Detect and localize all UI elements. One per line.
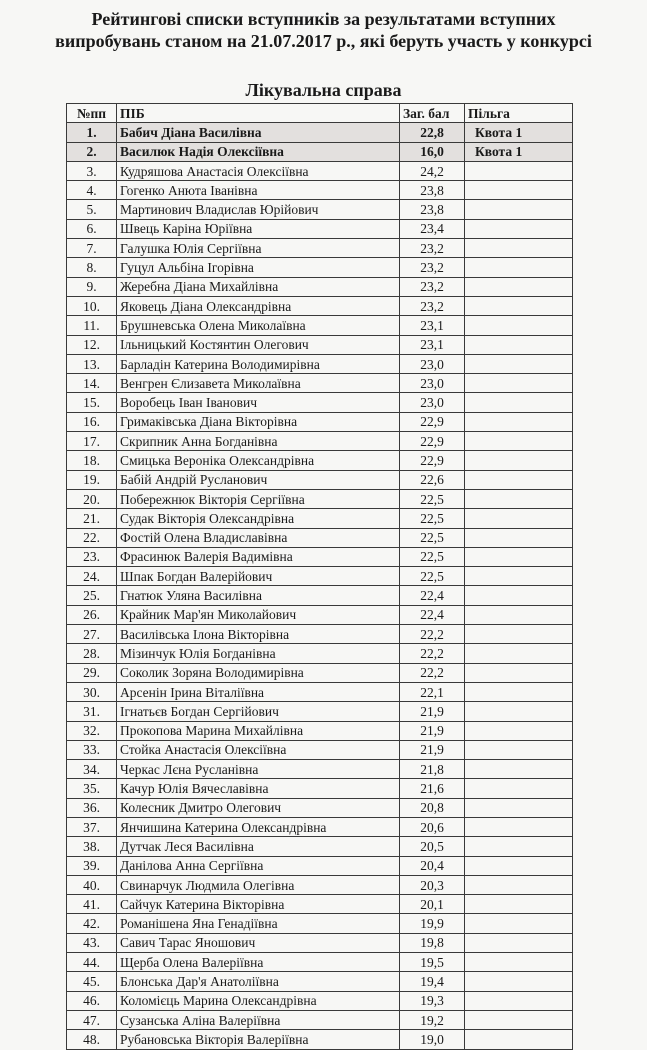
table-row: [67, 779, 573, 798]
total-score: 20,3: [400, 875, 465, 894]
row-number: 7.: [67, 239, 117, 258]
benefit-cell: [465, 1030, 573, 1049]
row-number: 34.: [67, 760, 117, 779]
row-number: 38.: [67, 837, 117, 856]
benefit-cell: [465, 895, 573, 914]
student-name: Скрипник Анна Богданівна: [117, 432, 400, 451]
benefit-cell: [465, 856, 573, 875]
benefit-cell: [465, 721, 573, 740]
table-row: [67, 142, 573, 161]
total-score: 23,0: [400, 374, 465, 393]
total-score: 23,2: [400, 239, 465, 258]
benefit-cell: [465, 914, 573, 933]
table-row: [67, 1010, 573, 1029]
total-score: 22,2: [400, 663, 465, 682]
table-row: [67, 875, 573, 894]
benefit-cell: [465, 296, 573, 315]
benefit-cell: [465, 1010, 573, 1029]
total-score: 22,5: [400, 528, 465, 547]
total-score: 23,4: [400, 219, 465, 238]
total-score: 24,2: [400, 161, 465, 180]
total-score: 22,9: [400, 412, 465, 431]
total-score: 23,0: [400, 354, 465, 373]
total-score: 20,1: [400, 895, 465, 914]
benefit-cell: [465, 393, 573, 412]
row-number: 8.: [67, 258, 117, 277]
benefit-cell: [465, 605, 573, 624]
benefit-cell: [465, 451, 573, 470]
student-name: Яковець Діана Олександрівна: [117, 296, 400, 315]
row-number: 22.: [67, 528, 117, 547]
table-row: [67, 760, 573, 779]
table-row: [67, 470, 573, 489]
student-name: Швець Каріна Юріївна: [117, 219, 400, 238]
total-score: 23,2: [400, 296, 465, 315]
row-number: 35.: [67, 779, 117, 798]
total-score: 21,8: [400, 760, 465, 779]
table-row: [67, 798, 573, 817]
benefit-cell: [465, 181, 573, 200]
benefit-cell: [465, 335, 573, 354]
total-score: 22,5: [400, 489, 465, 508]
benefit-cell: [465, 817, 573, 836]
row-number: 43.: [67, 933, 117, 952]
row-number: 24.: [67, 567, 117, 586]
table-row: [67, 374, 573, 393]
row-number: 12.: [67, 335, 117, 354]
row-number: 45.: [67, 972, 117, 991]
total-score: 20,8: [400, 798, 465, 817]
benefit-cell: [465, 567, 573, 586]
student-name: Романішена Яна Генадіївна: [117, 914, 400, 933]
row-number: 26.: [67, 605, 117, 624]
student-name: Василюк Надія Олексіївна: [117, 142, 400, 161]
table-row: [67, 682, 573, 701]
total-score: 20,5: [400, 837, 465, 856]
table-row: [67, 239, 573, 258]
row-number: 4.: [67, 181, 117, 200]
student-name: Соколик Зоряна Володимирівна: [117, 663, 400, 682]
student-name: Воробець Іван Іванович: [117, 393, 400, 412]
table-row: [67, 451, 573, 470]
student-name: Арсенін Ірина Віталіївна: [117, 682, 400, 701]
table-row: [67, 605, 573, 624]
student-name: Гогенко Анюта Іванівна: [117, 181, 400, 200]
benefit-cell: [465, 991, 573, 1010]
benefit-cell: [465, 219, 573, 238]
table-row: [67, 123, 573, 142]
benefit-cell: [465, 239, 573, 258]
table-row: [67, 258, 573, 277]
student-name: Василівська Ілона Вікторівна: [117, 625, 400, 644]
benefit-cell: [465, 798, 573, 817]
benefit-cell: [465, 837, 573, 856]
total-score: 23,8: [400, 181, 465, 200]
row-number: 31.: [67, 702, 117, 721]
student-name: Брушневська Олена Миколаївна: [117, 316, 400, 335]
table-row: [67, 412, 573, 431]
benefit-cell: [465, 933, 573, 952]
table-row: [67, 567, 573, 586]
table-row: [67, 181, 573, 200]
specialty-heading: Лікувальна справа: [245, 80, 402, 100]
student-name: Сузанська Аліна Валеріївна: [117, 1010, 400, 1029]
student-name: Гримаківська Діана Вікторівна: [117, 412, 400, 431]
student-name: Побережнюк Вікторія Сергіївна: [117, 489, 400, 508]
benefit-cell: [465, 875, 573, 894]
benefit-cell: [465, 470, 573, 489]
total-score: 21,9: [400, 702, 465, 721]
student-name: Качур Юлія Вячеславівна: [117, 779, 400, 798]
student-name: Бабич Діана Василівна: [117, 123, 400, 142]
ranking-table: [66, 103, 573, 1050]
title-line-2: випробувань станом на 21.07.2017 р., які беруть участь у конкурсі: [55, 31, 592, 51]
benefit-cell: [465, 161, 573, 180]
table-row: [67, 702, 573, 721]
student-name: Галушка Юлія Сергіївна: [117, 239, 400, 258]
benefit-cell: [465, 740, 573, 759]
total-score: 19,3: [400, 991, 465, 1010]
table-row: [67, 817, 573, 836]
row-number: 44.: [67, 953, 117, 972]
row-number: 10.: [67, 296, 117, 315]
table-row: [67, 953, 573, 972]
table-row: [67, 316, 573, 335]
student-name: Венгрен Єлизавета Миколаївна: [117, 374, 400, 393]
student-name: Бабій Андрій Русланович: [117, 470, 400, 489]
student-name: Рубановська Вікторія Валеріївна: [117, 1030, 400, 1049]
benefit-cell: [465, 625, 573, 644]
row-number: 11.: [67, 316, 117, 335]
total-score: 23,8: [400, 200, 465, 219]
total-score: 22,2: [400, 625, 465, 644]
student-name: Кудряшова Анастасія Олексіївна: [117, 161, 400, 180]
student-name: Мізинчук Юлія Богданівна: [117, 644, 400, 663]
total-score: 22,9: [400, 432, 465, 451]
total-score: 23,0: [400, 393, 465, 412]
benefit-cell: [465, 760, 573, 779]
table-row: [67, 972, 573, 991]
total-score: 22,5: [400, 567, 465, 586]
benefit-cell: Квота 1: [465, 142, 573, 161]
student-name: Ігнатьєв Богдан Сергійович: [117, 702, 400, 721]
student-name: Ільницький Костянтин Олегович: [117, 335, 400, 354]
benefit-cell: [465, 432, 573, 451]
total-score: 23,1: [400, 316, 465, 335]
student-name: Фрасинюк Валерія Вадимівна: [117, 547, 400, 566]
header-num: №пп: [67, 104, 117, 123]
benefit-cell: [465, 953, 573, 972]
table-row: [67, 354, 573, 373]
total-score: 23,1: [400, 335, 465, 354]
student-name: Сайчук Катерина Вікторівна: [117, 895, 400, 914]
student-name: Смицька Вероніка Олександрівна: [117, 451, 400, 470]
total-score: 22,6: [400, 470, 465, 489]
row-number: 30.: [67, 682, 117, 701]
total-score: 22,4: [400, 605, 465, 624]
total-score: 20,4: [400, 856, 465, 875]
table-row: [67, 914, 573, 933]
row-number: 33.: [67, 740, 117, 759]
student-name: Коломієць Марина Олександрівна: [117, 991, 400, 1010]
row-number: 28.: [67, 644, 117, 663]
table-row: [67, 161, 573, 180]
row-number: 32.: [67, 721, 117, 740]
benefit-cell: [465, 374, 573, 393]
row-number: 39.: [67, 856, 117, 875]
total-score: 22,5: [400, 547, 465, 566]
row-number: 27.: [67, 625, 117, 644]
benefit-cell: [465, 489, 573, 508]
row-number: 23.: [67, 547, 117, 566]
benefit-cell: [465, 547, 573, 566]
benefit-cell: [465, 354, 573, 373]
benefit-cell: [465, 663, 573, 682]
total-score: 22,9: [400, 451, 465, 470]
student-name: Барладін Катерина Володимирівна: [117, 354, 400, 373]
table-row: [67, 1030, 573, 1049]
total-score: 23,2: [400, 277, 465, 296]
table-row: [67, 528, 573, 547]
benefit-cell: [465, 972, 573, 991]
total-score: 23,2: [400, 258, 465, 277]
total-score: 19,0: [400, 1030, 465, 1049]
row-number: 37.: [67, 817, 117, 836]
total-score: 22,4: [400, 586, 465, 605]
benefit-cell: [465, 200, 573, 219]
row-number: 5.: [67, 200, 117, 219]
total-score: 22,5: [400, 509, 465, 528]
student-name: Жеребна Діана Михайлівна: [117, 277, 400, 296]
student-name: Гнатюк Уляна Василівна: [117, 586, 400, 605]
row-number: 18.: [67, 451, 117, 470]
total-score: 19,4: [400, 972, 465, 991]
total-score: 19,5: [400, 953, 465, 972]
table-row: [67, 837, 573, 856]
row-number: 29.: [67, 663, 117, 682]
student-name: Данілова Анна Сергіївна: [117, 856, 400, 875]
table-row: [67, 625, 573, 644]
benefit-cell: [465, 258, 573, 277]
student-name: Фостій Олена Владиславівна: [117, 528, 400, 547]
table-row: [67, 200, 573, 219]
student-name: Гуцул Альбіна Ігорівна: [117, 258, 400, 277]
student-name: Судак Вікторія Олександрівна: [117, 509, 400, 528]
row-number: 3.: [67, 161, 117, 180]
row-number: 42.: [67, 914, 117, 933]
header-name: ПІБ: [117, 104, 400, 123]
table-row: [67, 663, 573, 682]
table-row: [67, 856, 573, 875]
total-score: 21,9: [400, 721, 465, 740]
benefit-cell: [465, 509, 573, 528]
table-row: [67, 277, 573, 296]
benefit-cell: [465, 316, 573, 335]
row-number: 41.: [67, 895, 117, 914]
student-name: Савич Тарас Яношович: [117, 933, 400, 952]
benefit-cell: [465, 644, 573, 663]
row-number: 20.: [67, 489, 117, 508]
row-number: 19.: [67, 470, 117, 489]
header-score: Заг. бал: [400, 104, 465, 123]
table-row: [67, 489, 573, 508]
student-name: Блонська Дар'я Анатоліївна: [117, 972, 400, 991]
row-number: 17.: [67, 432, 117, 451]
student-name: Крайник Мар'ян Миколайович: [117, 605, 400, 624]
table-row: [67, 644, 573, 663]
benefit-cell: [465, 779, 573, 798]
benefit-cell: [465, 586, 573, 605]
row-number: 48.: [67, 1030, 117, 1049]
student-name: Стойка Анастасія Олексіївна: [117, 740, 400, 759]
total-score: 19,2: [400, 1010, 465, 1029]
table-row: [67, 586, 573, 605]
title-line-1: Рейтингові списки вступників за результатами вступних: [91, 9, 556, 29]
row-number: 6.: [67, 219, 117, 238]
total-score: 16,0: [400, 142, 465, 161]
table-row: [67, 991, 573, 1010]
student-name: Дутчак Леся Василівна: [117, 837, 400, 856]
benefit-cell: Квота 1: [465, 123, 573, 142]
total-score: 22,1: [400, 682, 465, 701]
total-score: 22,2: [400, 644, 465, 663]
row-number: 13.: [67, 354, 117, 373]
total-score: 21,6: [400, 779, 465, 798]
student-name: Прокопова Марина Михайлівна: [117, 721, 400, 740]
total-score: 19,8: [400, 933, 465, 952]
table-row: [67, 335, 573, 354]
total-score: 21,9: [400, 740, 465, 759]
header-benefit: Пільга: [465, 104, 573, 123]
document-title: [0, 8, 647, 52]
table-row: [67, 393, 573, 412]
benefit-cell: [465, 412, 573, 431]
table-row: [67, 547, 573, 566]
student-name: Янчишина Катерина Олександрівна: [117, 817, 400, 836]
total-score: 22,8: [400, 123, 465, 142]
table-row: [67, 509, 573, 528]
benefit-cell: [465, 702, 573, 721]
student-name: Мартинович Владислав Юрійович: [117, 200, 400, 219]
student-name: Черкас Лєна Русланівна: [117, 760, 400, 779]
table-row: [67, 219, 573, 238]
table-row: [67, 740, 573, 759]
student-name: Колесник Дмитро Олегович: [117, 798, 400, 817]
table-row: [67, 296, 573, 315]
benefit-cell: [465, 277, 573, 296]
table-row: [67, 721, 573, 740]
row-number: 46.: [67, 991, 117, 1010]
benefit-cell: [465, 528, 573, 547]
table-row: [67, 933, 573, 952]
row-number: 1.: [67, 123, 117, 142]
table-row: [67, 895, 573, 914]
row-number: 36.: [67, 798, 117, 817]
table-header-row: [67, 104, 573, 123]
table-row: [67, 432, 573, 451]
student-name: Щерба Олена Валеріївна: [117, 953, 400, 972]
row-number: 9.: [67, 277, 117, 296]
total-score: 20,6: [400, 817, 465, 836]
student-name: Свинарчук Людмила Олегівна: [117, 875, 400, 894]
row-number: 14.: [67, 374, 117, 393]
row-number: 21.: [67, 509, 117, 528]
total-score: 19,9: [400, 914, 465, 933]
row-number: 40.: [67, 875, 117, 894]
row-number: 16.: [67, 412, 117, 431]
row-number: 47.: [67, 1010, 117, 1029]
row-number: 25.: [67, 586, 117, 605]
row-number: 15.: [67, 393, 117, 412]
row-number: 2.: [67, 142, 117, 161]
student-name: Шпак Богдан Валерійович: [117, 567, 400, 586]
benefit-cell: [465, 682, 573, 701]
